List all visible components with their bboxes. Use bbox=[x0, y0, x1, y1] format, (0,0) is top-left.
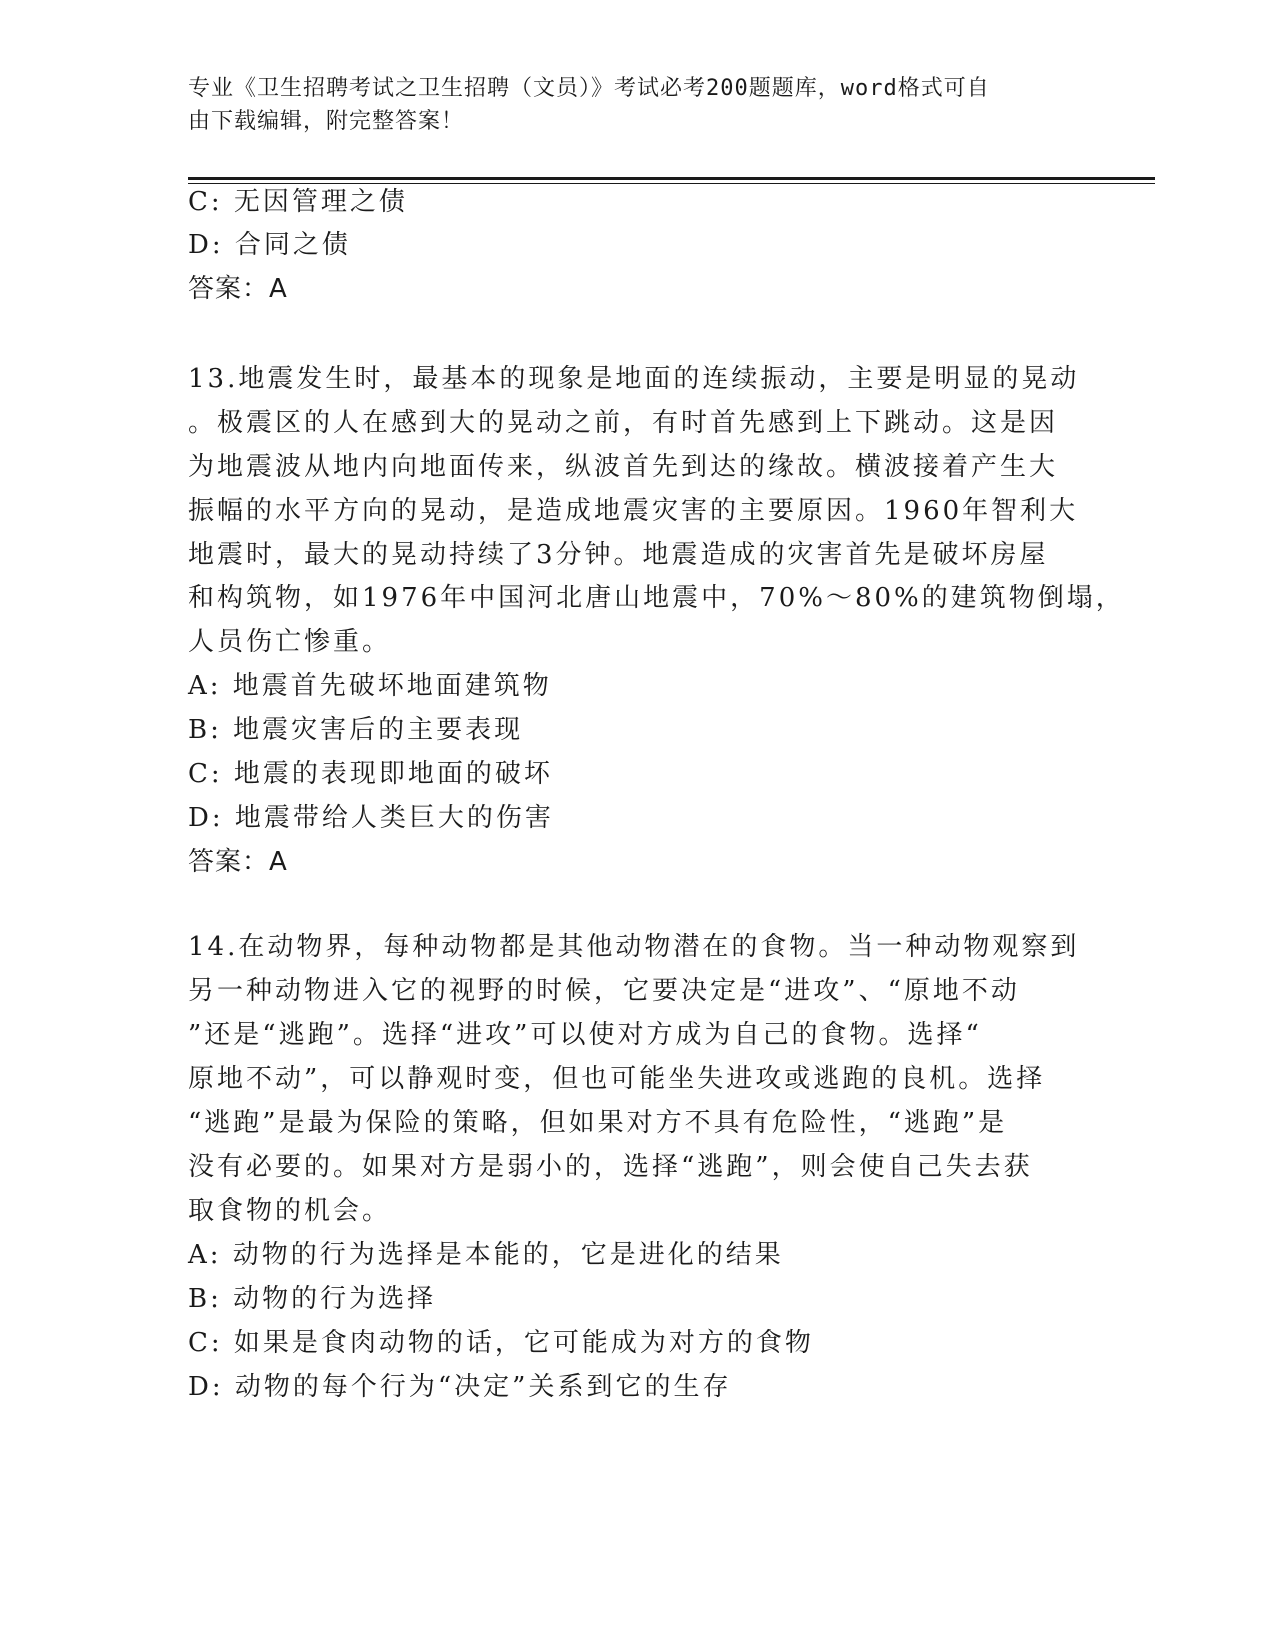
q13-line-3: 为地震波从地内向地面传来，纵波首先到达的缘故。横波接着产生大 bbox=[188, 452, 1059, 482]
q13-line-4: 振幅的水平方向的晃动，是造成地震灾害的主要原因。1960年智利大 bbox=[188, 496, 1079, 526]
q13-line-6: 和构筑物，如1976年中国河北唐山地震中，70%～80%的建筑物倒塌， bbox=[188, 583, 1125, 613]
q14-option-c: C: 如果是食肉动物的话，它可能成为对方的食物 bbox=[188, 1328, 814, 1358]
header-line-2: 由下载编辑，附完整答案！ bbox=[188, 109, 465, 134]
q13-answer: 答案：A bbox=[188, 847, 288, 877]
q14-option-b: B: 动物的行为选择 bbox=[188, 1284, 437, 1314]
q13-line-1: 13.地震发生时，最基本的现象是地面的连续振动，主要是明显的晃动 bbox=[188, 364, 1080, 394]
q14-line-2: 另一种动物进入它的视野的时候，它要决定是“进攻”、“原地不动 bbox=[188, 976, 1020, 1006]
q13-option-a: A: 地震首先破坏地面建筑物 bbox=[188, 671, 552, 701]
prev-answer: 答案：A bbox=[188, 274, 288, 304]
q14-line-1: 14.在动物界，每种动物都是其他动物潜在的食物。当一种动物观察到 bbox=[188, 932, 1080, 962]
q14-line-7: 取食物的机会。 bbox=[188, 1196, 392, 1226]
q13-line-5: 地震时，最大的晃动持续了3分钟。地震造成的灾害首先是破坏房屋 bbox=[188, 540, 1049, 570]
page-header bbox=[188, 72, 1068, 138]
prev-option-d: D: 合同之债 bbox=[188, 230, 351, 260]
q13-line-7: 人员伤亡惨重。 bbox=[188, 627, 392, 657]
q14-option-d: D: 动物的每个行为“决定”关系到它的生存 bbox=[188, 1372, 732, 1402]
q13-option-d: D: 地震带给人类巨大的伤害 bbox=[188, 803, 554, 833]
q14-line-5: “逃跑”是最为保险的策略，但如果对方不具有危险性，“逃跑”是 bbox=[188, 1108, 1008, 1138]
q14-line-4: 原地不动”，可以静观时变，但也可能坐失进攻或逃跑的良机。选择 bbox=[188, 1064, 1046, 1094]
q14-option-a: A: 动物的行为选择是本能的，它是进化的结果 bbox=[188, 1240, 784, 1270]
q13-line-2: 。极震区的人在感到大的晃动之前，有时首先感到上下跳动。这是因 bbox=[188, 408, 1059, 438]
header-divider-thick bbox=[188, 177, 1155, 180]
prev-option-c: C: 无因管理之债 bbox=[188, 187, 408, 217]
header-line-1: 专业《卫生招聘考试之卫生招聘（文员）》考试必考200题题库，word格式可自 bbox=[188, 76, 990, 101]
q14-line-3: ”还是“逃跑”。选择“进攻”可以使对方成为自己的食物。选择“ bbox=[188, 1020, 982, 1050]
q13-option-b: B: 地震灾害后的主要表现 bbox=[188, 715, 524, 745]
q14-line-6: 没有必要的。如果对方是弱小的，选择“逃跑”，则会使自己失去获 bbox=[188, 1152, 1033, 1182]
q13-option-c: C: 地震的表现即地面的破坏 bbox=[188, 759, 553, 789]
header-divider-thin bbox=[188, 183, 1155, 184]
